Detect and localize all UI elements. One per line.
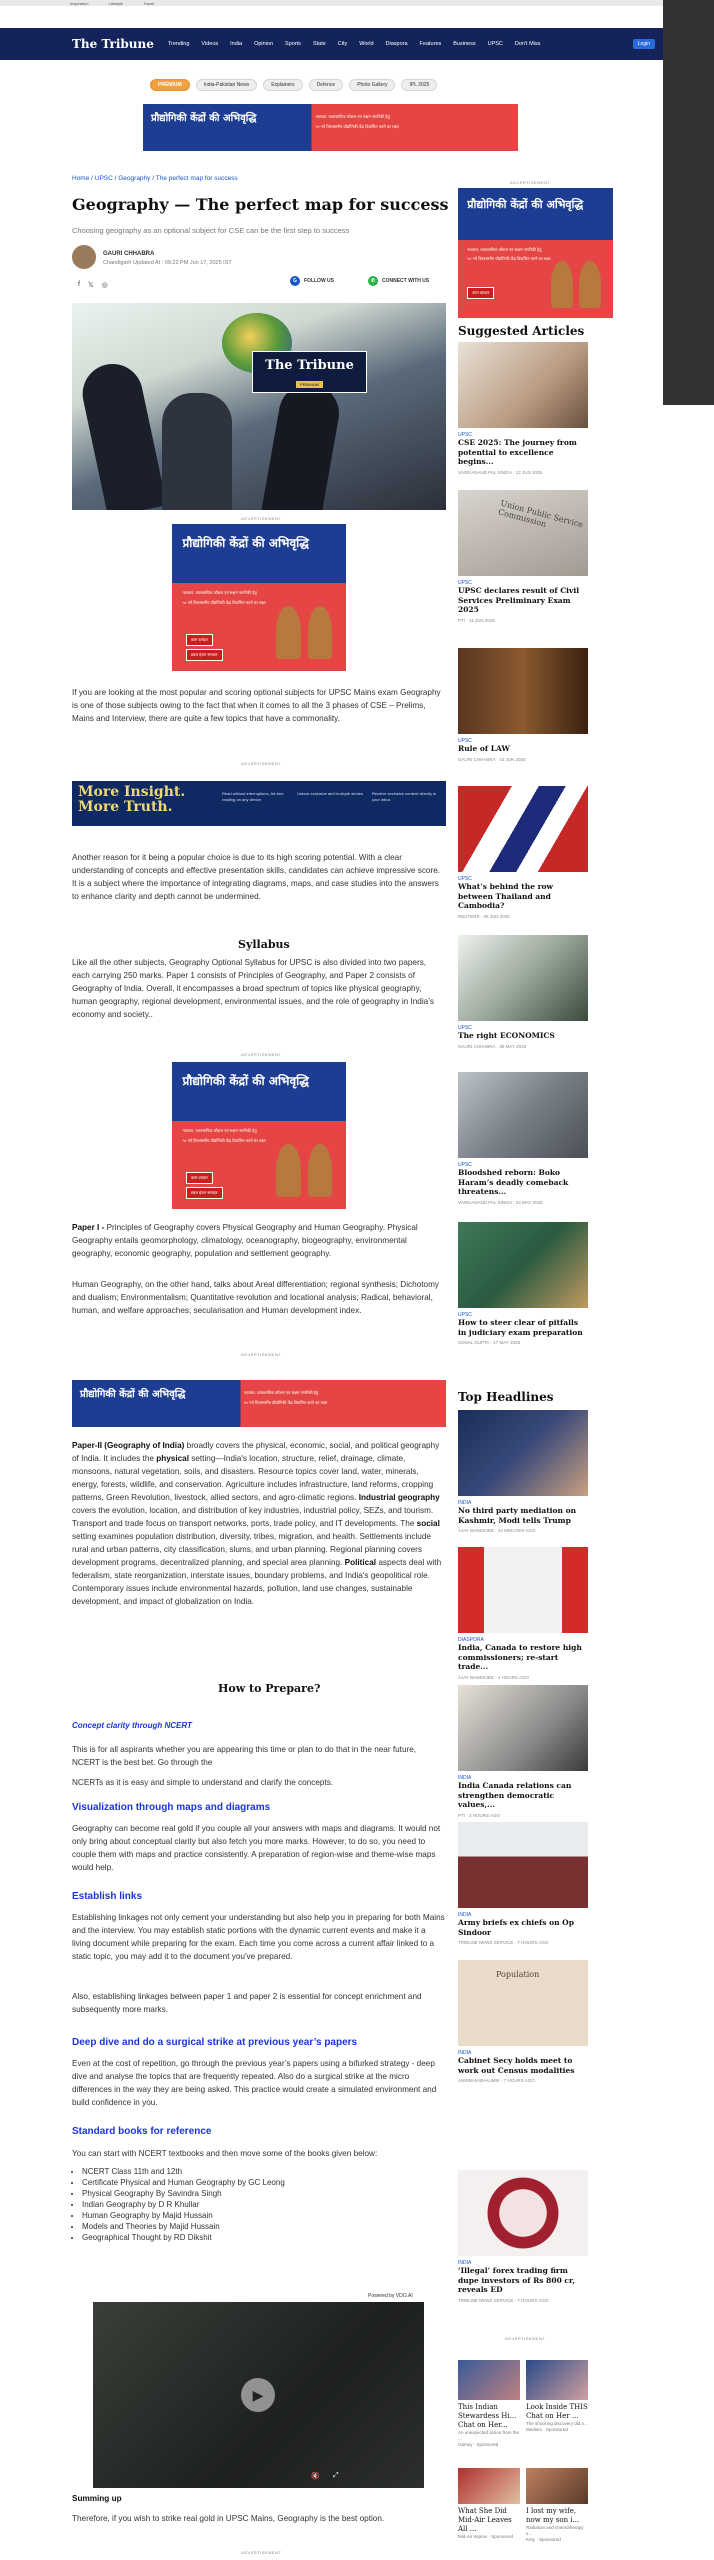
card-meta: AJAY BANERJEE · 44 MINUTES AGO bbox=[458, 1528, 536, 1533]
sponsored-title: Look Inside THIS Chat on Her ... bbox=[526, 2403, 588, 2420]
nav-item-sports[interactable]: Sports bbox=[285, 41, 301, 47]
ad-cta: डबल इंजन सरकार bbox=[186, 649, 223, 661]
ad-label: ADVERTISEMENT bbox=[241, 1052, 282, 1057]
section-heading-prepare: How to Prepare? bbox=[218, 1682, 321, 1695]
main-navbar bbox=[0, 28, 663, 60]
ad-line: ५० नये विश्वस्तरीय प्रौद्योगिकी केंद्र विकसित करने का लक्ष्य bbox=[182, 1138, 266, 1144]
bold-term: Political bbox=[344, 1558, 377, 1567]
card-thumbnail bbox=[458, 1410, 588, 1496]
list-item: • Certificate Physical and Human Geography by GC Leong bbox=[82, 2177, 285, 2188]
headline-card[interactable] bbox=[458, 1822, 588, 1945]
card-title[interactable]: ‘Illegal’ forex trading firm dupe investors of Rs 800 cr, reveals ED bbox=[458, 2266, 575, 2294]
bold-term: physical bbox=[156, 1454, 189, 1463]
article-paragraph: NCERTs as it is easy and simple to understand and clarify the concepts. bbox=[72, 1778, 334, 1787]
breadcrumb-home[interactable]: Home bbox=[72, 175, 90, 182]
sponsored-title: I lost my wife, now my son i... bbox=[526, 2507, 580, 2524]
card-title[interactable]: India Canada relations can strengthen democratic values,... bbox=[458, 1781, 572, 1809]
card-category[interactable]: UPSC bbox=[458, 432, 472, 438]
article-paragraph: Also, establishing linkages between paper 1 and paper 2 is essential for concept enrichment and subsequently more marks. bbox=[72, 1992, 422, 2014]
breadcrumb: Home / UPSC / Geography / The perfect map for success bbox=[72, 175, 238, 182]
connect-with-us-button[interactable] bbox=[368, 276, 429, 286]
card-thumbnail bbox=[458, 786, 588, 872]
tag-pill[interactable]: Defence bbox=[309, 79, 344, 91]
card-meta: PTI · 11 JUN 2025 bbox=[458, 617, 495, 623]
ad-title: प्रौद्योगिकी केंद्रों की अभिवृद्धि bbox=[151, 113, 257, 124]
ad-label: ADVERTISEMENT bbox=[510, 180, 551, 185]
author-avatar bbox=[72, 245, 96, 269]
suggested-card[interactable] bbox=[458, 935, 588, 1049]
nav-item-india[interactable]: India bbox=[230, 41, 243, 47]
sponsored-thumbnail bbox=[526, 2468, 588, 2504]
ad-header bbox=[458, 188, 613, 240]
person-silhouette bbox=[162, 393, 232, 510]
subscribe-banner[interactable] bbox=[72, 781, 446, 826]
suggested-card[interactable] bbox=[458, 1222, 588, 1345]
login-button[interactable]: Login bbox=[633, 39, 655, 49]
ad-line: नवाचार, व्यावसायिक कौशल एवं सक्षम नागरिकी हेतु bbox=[244, 1390, 319, 1395]
person-silhouette bbox=[260, 379, 343, 510]
sponsored-thumbnail bbox=[458, 2468, 520, 2504]
article-paragraph: Establishing linkages not only cement your understanding but also help you in preparing for both Mains and the interview. You may establish static portions with the dynamic current events and make it a living document while preparing for the exam. Each time you come across a current affair linked to a static topic, you may add it to the document you've prepared. bbox=[72, 1913, 445, 1961]
article-paragraph: Even at the cost of repetition, go through the previous year’s papers using a bifurked strategy - deep dive and analyse the topics that are frequently repeated. Also do a surgical strike at the micro differences in the way they are being asked. This practice would create a simulated environment and build confidence in you. bbox=[72, 2059, 437, 2107]
card-title[interactable]: How to steer clear of pitfalls in judiciary exam preparation bbox=[458, 1318, 583, 1337]
tag-row bbox=[150, 79, 437, 91]
tag-pill[interactable]: India-Pakistan News bbox=[196, 79, 258, 91]
card-thumbnail bbox=[458, 1685, 588, 1771]
top-link[interactable]: Travel bbox=[143, 0, 155, 6]
nav-item-city[interactable]: City bbox=[337, 41, 348, 47]
bold-term: social bbox=[416, 1519, 440, 1528]
ad-square-1[interactable] bbox=[172, 524, 346, 671]
article-paragraph: Therefore, if you wish to strike real gold in UPSC Mains, Geography is the best option. bbox=[72, 2514, 385, 2523]
ad-cta: काम दमदार bbox=[186, 634, 213, 646]
page-title: Geography — The perfect map for success bbox=[72, 195, 449, 214]
video-powered-by: Powered by VDO.AI bbox=[368, 2293, 413, 2299]
book-list bbox=[82, 2166, 285, 2243]
connect-with-us-label: CONNECT WITH US bbox=[382, 278, 430, 284]
suggested-card[interactable] bbox=[458, 490, 588, 623]
hero-brand-badge bbox=[252, 351, 367, 393]
paper-two-text: setting examines population distribution, diversity, tribes, migration, and health. Settlements include rural and urban patterns, city classification, slums, and urban planning. Regional planning covers development programs, decentralized planning, and special area planning. bbox=[72, 1532, 431, 1567]
list-item: • Geographical Thought by RD Dikshit bbox=[82, 2232, 285, 2243]
ad-label: ADVERTISEMENT bbox=[241, 2550, 282, 2555]
card-meta: PTI · 3 HOURS AGO bbox=[458, 1812, 501, 1818]
card-category[interactable]: UPSC bbox=[458, 580, 472, 586]
headline-card[interactable] bbox=[458, 1960, 588, 2083]
card-meta: REUTERS · 05 JUN 2025 bbox=[458, 913, 510, 919]
banner-headline bbox=[78, 785, 185, 815]
section-heading-ncert: Concept clarity through NCERT bbox=[72, 1721, 192, 1730]
banner-benefit: Read without interruptions, Ad-free reading on any device bbox=[222, 791, 284, 802]
paper-two-lead: Paper-II (Geography of India) bbox=[72, 1441, 185, 1450]
card-thumbnail bbox=[458, 1960, 588, 2046]
nav-item-diaspora[interactable]: Diaspora bbox=[385, 41, 408, 47]
card-meta: AJAY BANERJEE · 2 HOURS AGO bbox=[458, 1674, 529, 1680]
card-meta: TRIBUNE NEWS SERVICE · 7 HOURS AGO bbox=[458, 2297, 549, 2303]
sponsored-thumbnail bbox=[458, 2360, 520, 2400]
google-news-icon: G bbox=[290, 276, 300, 286]
card-title[interactable]: The right ECONOMICS bbox=[458, 1031, 555, 1040]
ad-header bbox=[172, 524, 346, 583]
ad-cta: डबल इंजन सरकार bbox=[186, 1187, 223, 1199]
suggested-card[interactable] bbox=[458, 786, 588, 919]
nav-item-business[interactable]: Business bbox=[453, 41, 476, 47]
sponsored-source: Kety · Sponsored bbox=[526, 2537, 561, 2542]
ad-label: ADVERTISEMENT bbox=[241, 761, 282, 766]
ad-sidebar[interactable] bbox=[458, 188, 613, 318]
ad-portrait bbox=[276, 606, 300, 659]
card-category[interactable]: UPSC bbox=[458, 1025, 472, 1031]
nav-item-trending[interactable]: Trending bbox=[167, 41, 190, 47]
list-item: • Human Geography by Majid Hussain bbox=[82, 2210, 285, 2221]
ad-line: ५० नये विश्वस्तरीय प्रौद्योगिकी केंद्र विकसित करने का लक्ष्य bbox=[182, 600, 266, 606]
card-thumbnail bbox=[458, 490, 588, 576]
article-paragraph: If you are looking at the most popular and scoring optional subjects for UPSC Mains exam Geography is one of those subjects owing to the fact that when it comes to all the 3 phases of CSE – Prelims, Mains and Interview, there are quite a few topics that have a commonality. bbox=[72, 688, 441, 723]
top-utility-strip bbox=[0, 0, 714, 6]
card-thumbnail bbox=[458, 935, 588, 1021]
tag-pill[interactable]: IPL 2025 bbox=[401, 79, 437, 91]
card-meta: SONAL GUPTA · 17 MAY 2025 bbox=[458, 1340, 521, 1345]
nav-item-dont-miss[interactable]: Don't Miss bbox=[514, 41, 541, 47]
card-thumbnail bbox=[458, 2170, 588, 2256]
video-player[interactable] bbox=[93, 2302, 424, 2488]
card-title[interactable]: India, Canada to restore high commissioners; re-start trade... bbox=[458, 1643, 582, 1671]
section-heading-books: Standard books for reference bbox=[72, 2126, 212, 2137]
ad-portrait bbox=[579, 261, 601, 308]
card-thumbnail bbox=[458, 648, 588, 734]
card-title[interactable]: Rule of LAW bbox=[458, 744, 510, 753]
article-paragraph: Another reason for it being a popular choice is due to its high scoring potential. With a clear understanding of concepts and effective presentation skills, candidates can achieve impressive score. It is a subject where the importance of integrating diagrams, maps, and case studies into the answers to enhance clarity and depth cannot be undermined. bbox=[72, 853, 441, 901]
paper-two-text: aspects deal with federalism, state reorganization, interstate issues, boundary problems, and India's geopolitical role. Contemporary issues include environmental hazards, pollution, land use changes, sustainable development, and impact of globalization on India. bbox=[72, 1558, 442, 1606]
sponsored-title: What She Did Mid-Air Leaves All ... bbox=[458, 2507, 512, 2533]
card-thumbnail bbox=[458, 1072, 588, 1158]
paper-two-text: broadly covers the physical, economic, social, and political geography of India. It includes the bbox=[72, 1441, 440, 1463]
card-title[interactable]: UPSC declares result of Civil Services Preliminary Exam 2025 bbox=[458, 586, 580, 614]
fullscreen-icon[interactable]: ⤢ bbox=[333, 2472, 339, 2479]
card-meta: ANIRBAN BHAUMIK · 7 HOURS AGO bbox=[458, 2078, 535, 2083]
hero-premium-tag: PREMIUM bbox=[296, 381, 323, 388]
updated-timestamp: Chandigarh Updated At : 09:22 PM Jun 17, 2025 IST bbox=[103, 260, 232, 266]
breadcrumb-current: The perfect map for success bbox=[155, 175, 238, 182]
ad-line: ५० नये विश्वस्तरीय प्रौद्योगिकी केंद्र विकसित करने का लक्ष्य bbox=[315, 124, 399, 129]
nav-item-upsc[interactable]: UPSC bbox=[487, 41, 503, 47]
article-paragraph: You can start with NCERT textbooks and then move some of the books given below: bbox=[72, 2149, 378, 2158]
card-title[interactable]: Army briefs ex chiefs on Op Sindoor bbox=[458, 1918, 574, 1937]
article-paragraph: Human Geography, on the other hand, talks about Areal differentiation; regional synthesis; Dichotomy and dualism; Environmentalism; Quantitative revolution and locational analysis; Radical, behavioral, human, and welfare approaches; secularisation and Human development index. bbox=[72, 1280, 439, 1315]
ad-label: ADVERTISEMENT bbox=[241, 516, 282, 521]
sponsored-item[interactable] bbox=[458, 2360, 520, 2448]
sponsored-item[interactable] bbox=[526, 2360, 588, 2433]
ad-line: नवाचार, व्यावसायिक कौशल एवं सक्षम नागरिकी हेतु bbox=[182, 590, 257, 596]
top-headlines-heading: Top Headlines bbox=[458, 1390, 554, 1404]
suggested-card[interactable] bbox=[458, 342, 588, 475]
sponsored-item[interactable] bbox=[458, 2468, 520, 2540]
card-title[interactable]: No third party mediation on Kashmir, Modi tells Trump bbox=[458, 1506, 577, 1525]
hero-brand: The Tribune bbox=[265, 358, 354, 373]
tag-pill[interactable]: Photo Gallery bbox=[349, 79, 395, 91]
card-category[interactable]: UPSC bbox=[458, 1312, 472, 1318]
card-meta: GAURI CHHABRA · 10 JUN 2025 bbox=[458, 756, 526, 762]
mute-icon[interactable]: 🔇 bbox=[311, 2473, 320, 2480]
nav-item-state[interactable]: State bbox=[312, 41, 326, 47]
hero-image bbox=[72, 303, 446, 510]
article-paragraph bbox=[72, 1439, 446, 1608]
ad-title: प्रौद्योगिकी केंद्रों की अभिवृद्धि bbox=[182, 1073, 309, 1088]
summing-up-heading bbox=[72, 2492, 446, 2505]
nav-item-world[interactable]: World bbox=[359, 41, 374, 47]
bold-term: Industrial geography bbox=[358, 1493, 440, 1502]
card-category[interactable]: UPSC bbox=[458, 876, 472, 882]
list-item: • Models and Theories by Majid Hussain bbox=[82, 2221, 285, 2232]
headline-card[interactable] bbox=[458, 1685, 588, 1818]
ad-title: प्रौद्योगिकी केंद्रों की अभिवृद्धि bbox=[182, 535, 309, 550]
nav-item-videos[interactable]: Videos bbox=[201, 41, 219, 47]
play-icon[interactable]: ▶ bbox=[241, 2378, 275, 2412]
banner-line: More Insight. bbox=[78, 784, 186, 800]
card-title[interactable]: Cabinet Secy holds meet to work out Census modalities bbox=[458, 2056, 575, 2075]
banner-benefit: Receive exclusive content directly in your inbox bbox=[372, 791, 437, 802]
paper-one-text: Principles of Geography covers Physical Geography and Human Geography. Physical Geography entails geomorphology, climatology, oceanography, biogeography, environmental geography, economic geography, population and settlement geography. bbox=[72, 1223, 418, 1258]
follow-us-label: FOLLOW US bbox=[304, 278, 334, 284]
article-paragraph: This is for all aspirants whether you are appearing this time or plan to do that in the near future, NCERT is the best bet. Go through the bbox=[72, 1745, 417, 1767]
ad-portrait bbox=[551, 261, 573, 308]
nav-item-features[interactable]: Features bbox=[419, 41, 442, 47]
sponsored-sub: The shocking discovery did n... bbox=[526, 2421, 588, 2426]
suggested-articles-heading: Suggested Articles bbox=[458, 324, 585, 338]
tag-pill[interactable]: Explainers bbox=[263, 79, 302, 91]
author-name[interactable]: GAURI CHHABRA bbox=[103, 251, 155, 257]
sponsored-source: Gamey · Sponsored bbox=[458, 2442, 499, 2447]
card-category[interactable]: INDIA bbox=[458, 1500, 472, 1506]
facebook-icon[interactable]: f bbox=[78, 281, 80, 288]
ad-title: प्रौद्योगिकी केंद्रों की अभिवृद्धि bbox=[467, 198, 584, 212]
card-thumbnail bbox=[458, 342, 588, 428]
list-item: • Physical Geography By Savindra Singh bbox=[82, 2188, 285, 2199]
ad-line: ५० नये विश्वस्तरीय प्रौद्योगिकी केंद्र विकसित करने का लक्ष्य bbox=[244, 1400, 328, 1405]
ad-header bbox=[172, 1062, 346, 1121]
ad-line: नवाचार, व्यावसायिक कौशल एवं सक्षम नागरिकी हेतु bbox=[467, 246, 542, 252]
whatsapp-icon: ✆ bbox=[368, 276, 378, 286]
summing-up-label: Summing up bbox=[72, 2494, 122, 2503]
sponsored-title: This Indian Stewardess Hi... Chat on Her... bbox=[458, 2403, 517, 2429]
card-meta: GAURI CHHABRA · 30 MAY 2025 bbox=[458, 1043, 527, 1049]
card-category[interactable]: INDIA bbox=[458, 1912, 472, 1918]
paper-one-lead: Paper I - bbox=[72, 1223, 107, 1232]
side-overlay-panel bbox=[663, 0, 714, 405]
card-thumbnail bbox=[458, 1547, 588, 1633]
ad-line: नवाचार, व्यावसायिक कौशल एवं सक्षम नागरिकी हेतु bbox=[182, 1128, 257, 1134]
ad-line: नवाचार, व्यावसायिक कौशल एवं सक्षम नागरिकी हेतु bbox=[315, 114, 390, 119]
card-thumbnail bbox=[458, 1822, 588, 1908]
ad-label: ADVERTISEMENT bbox=[505, 2336, 546, 2341]
breadcrumb-geography[interactable]: Geography bbox=[118, 175, 151, 182]
card-meta: VIVEKANAND PAL SINGH · 12 JUN 2025 bbox=[458, 469, 543, 475]
sponsored-sub: An unexpected action from the ... bbox=[458, 2430, 520, 2441]
banner-line: More Truth. bbox=[78, 799, 173, 815]
site-logo[interactable]: The Tribune bbox=[72, 37, 154, 51]
section-heading-links: Establish links bbox=[72, 1891, 143, 1902]
sponsored-item[interactable] bbox=[526, 2468, 588, 2543]
list-item: • Indian Geography by D R Khullar bbox=[82, 2199, 285, 2210]
ad-portrait bbox=[308, 606, 332, 659]
top-link[interactable]: Inspiration bbox=[70, 0, 89, 6]
follow-us-button[interactable] bbox=[290, 276, 334, 286]
sponsored-sub: Radiation and chemotherapy s... bbox=[526, 2525, 584, 2536]
card-category[interactable]: INDIA bbox=[458, 2050, 472, 2056]
headline-card[interactable] bbox=[458, 2170, 588, 2303]
banner-benefit: Unlock exclusive and in-depth stories bbox=[297, 791, 364, 796]
section-heading-syllabus: Syllabus bbox=[238, 938, 290, 951]
article-paragraph bbox=[72, 1221, 446, 1260]
card-category[interactable]: DIASPORA bbox=[458, 1637, 484, 1643]
ad-cta: काम दमदार bbox=[467, 287, 494, 299]
card-meta: VIVEKANAND PAL SINGH · 23 MAY 2025 bbox=[458, 1199, 543, 1205]
card-category[interactable]: INDIA bbox=[458, 1775, 472, 1781]
card-thumbnail bbox=[458, 1222, 588, 1308]
sponsored-sub: Mid-Air Improv · Sponsored bbox=[458, 2534, 514, 2539]
paper-two-text: setting—India's location, structure, relief, drainage, climate, monsoons, natural vegetation, soils, and disasters. Resource topics cover land, water, minerals, energy, forests, wildlife, and conservation. Agriculture includes infrastructure, land reforms, cropping patterns, Green Revolution, livestock, allied sectors, and agro-climatic regions. bbox=[72, 1454, 434, 1502]
person-silhouette bbox=[77, 358, 167, 510]
card-title[interactable]: Bloodshed reborn: Boko Haram’s deadly comeback threatens... bbox=[458, 1168, 569, 1196]
ad-line: ५० नये विश्वस्तरीय प्रौद्योगिकी केंद्र विकसित करने का लक्ष्य bbox=[467, 255, 551, 261]
suggested-card[interactable] bbox=[458, 1072, 588, 1205]
share-icons bbox=[78, 281, 108, 289]
sponsored-thumbnail bbox=[526, 2360, 588, 2400]
card-category[interactable]: INDIA bbox=[458, 2260, 472, 2266]
paper-two-text: covers the evolution, location, and distribution of key industries, industrial policy, SEZs, and tourism. Transport and trade focus on transport networks, ports, trade policy, and IT developments. The bbox=[72, 1506, 434, 1528]
card-image-caption: Union Public Service Commission bbox=[497, 498, 585, 530]
headline-card[interactable] bbox=[458, 1547, 588, 1680]
breadcrumb-upsc[interactable]: UPSC bbox=[94, 175, 113, 182]
card-image-caption: Population bbox=[496, 1970, 540, 1979]
card-title[interactable]: What’s behind the row between Thailand and Cambodia? bbox=[458, 882, 553, 910]
card-meta: TRIBUNE NEWS SERVICE · 7 HOURS AGO bbox=[458, 1940, 549, 1945]
ad-portrait bbox=[276, 1144, 300, 1197]
headline-card[interactable] bbox=[458, 1410, 588, 1533]
article-paragraph: Like all the other subjects, Geography Optional Syllabus for UPSC is also divided into two papers, each carrying 250 marks. Paper 1 consists of Principles of Geography, and Paper 2 consists of Geography of India. Overall, it encompasses a broad spectrum of topics like physical geography, human geography, regional development, environmental issues, and the role of geography in India’s economy and society.. bbox=[72, 958, 434, 1019]
section-heading-maps: Visualization through maps and diagrams bbox=[72, 1802, 271, 1813]
card-category[interactable]: UPSC bbox=[458, 738, 472, 744]
ad-banner-top[interactable] bbox=[143, 104, 518, 151]
ad-label: ADVERTISEMENT bbox=[241, 1352, 282, 1357]
whatsapp-icon[interactable]: ◎ bbox=[101, 282, 108, 289]
top-link[interactable]: Lifestyle bbox=[108, 0, 124, 6]
ad-portrait bbox=[308, 1144, 332, 1197]
suggested-card[interactable] bbox=[458, 648, 588, 762]
ad-cta: काम दमदार bbox=[186, 1172, 213, 1184]
ad-title: प्रौद्योगिकी केंद्रों की अभिवृद्धि bbox=[80, 1389, 186, 1400]
ad-banner-mid[interactable] bbox=[72, 1380, 446, 1427]
list-item: • NCERT Class 11th and 12th bbox=[82, 2166, 285, 2177]
nav-item-opinion[interactable]: Opinion bbox=[254, 41, 274, 47]
card-title[interactable]: CSE 2025: The journey from potential to excellence begins... bbox=[458, 438, 577, 466]
article-subtitle: Choosing geography as an optional subject for CSE can be the first step to success bbox=[72, 226, 350, 235]
sponsored-source: Medium · Sponsored bbox=[526, 2427, 568, 2432]
ad-square-2[interactable] bbox=[172, 1062, 346, 1209]
article-paragraph: Geography can become real gold if you couple all your answers with maps and diagrams. It would not only bring about conceptual clarity but also fetch you more marks. However, to do so, you need to couple them with maps and practice consistently. A preparation of region-wise and theme-wise maps would help. bbox=[72, 1824, 441, 1872]
premium-tag[interactable]: PREMIUM bbox=[150, 79, 190, 91]
x-icon[interactable]: 𝕏 bbox=[87, 282, 94, 289]
section-heading-deep-dive: Deep dive and do a surgical strike at previous year’s papers bbox=[72, 2037, 358, 2048]
card-category[interactable]: UPSC bbox=[458, 1162, 472, 1168]
